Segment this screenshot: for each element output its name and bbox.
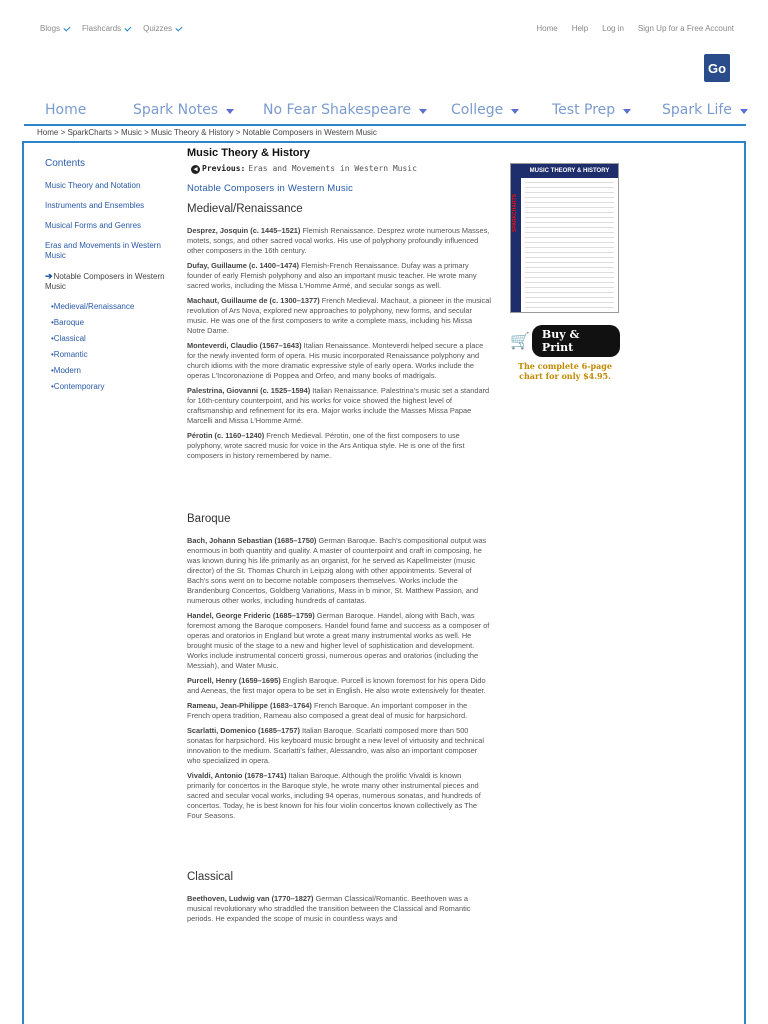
- main-content: [187, 148, 491, 929]
- blogs-link[interactable]: [40, 24, 70, 33]
- nav-sparklife[interactable]: [662, 102, 748, 118]
- sidebar-sub-contemporary[interactable]: •Contemporary: [51, 382, 105, 391]
- buy-print-label: Buy & Print: [532, 325, 620, 357]
- sidebar-sub-baroque[interactable]: •Baroque: [51, 318, 85, 327]
- composer-desc: Flemish Renaissance. Desprez wrote numerous Masses, motets, songs, and other sacred vocal works. His use of polyphony profoundly influenced other composers in the 16th century.: [187, 226, 490, 255]
- cover-spine: [511, 164, 521, 312]
- sidebar-item-eras[interactable]: Eras and Movements in Western Music: [45, 241, 161, 260]
- flashcards-link[interactable]: [82, 24, 131, 33]
- cart-icon: 🛒: [510, 333, 530, 350]
- composer-entry: [187, 611, 491, 671]
- login-link[interactable]: Log in: [602, 24, 624, 33]
- sparkcharts-ad[interactable]: [510, 163, 620, 381]
- composer-name: Pérotin (c. 1160–1240): [187, 431, 265, 440]
- composer-desc: Italian Renaissance. Monteverdi helped secure a place for the newly invented form of opera. His music incorporated Renaissance polyphony and church idioms with the more dramatic expressive style of early opera. Works include the operas L'Incoronazione di Poppea and Orfeo, and many books of madrigals.: [187, 341, 484, 380]
- composer-desc: Italian Renaissance. Palestrina's music set a standard for 16th-century counterpoint, and his works for voice showed the highest level of craftsmanship and refinement for its era. Major works include the Masses Missa Papae Marcelli and Missa L'Homme Armé.: [187, 386, 490, 425]
- previous-prefix: Previous:: [202, 164, 246, 173]
- sidebar-item-composers-label: Notable Composers in Western Music: [45, 272, 165, 291]
- quizzes-link[interactable]: [143, 24, 182, 33]
- breadcrumb[interactable]: [37, 128, 377, 137]
- previous-link[interactable]: [191, 164, 491, 174]
- section-heading: Medieval/Renaissance: [187, 203, 303, 215]
- composer-entry: [187, 701, 491, 721]
- composer-entry: [187, 386, 491, 426]
- nav-divider: [24, 124, 746, 126]
- section-subtitle: Notable Composers in Western Music: [187, 183, 354, 194]
- sidebar-item-forms[interactable]: Musical Forms and Genres: [45, 221, 142, 230]
- nav-sparknotes-label: Spark Notes: [133, 102, 219, 118]
- promo-text: [510, 361, 620, 381]
- search-go-button[interactable]: Go: [704, 54, 730, 82]
- sidebar-sub-modern[interactable]: •Modern: [51, 366, 81, 375]
- composer-entry: [187, 261, 491, 291]
- flashcards-label: Flashcards: [82, 24, 122, 33]
- dropdown-triangle-icon: [511, 109, 519, 114]
- composer-name: Bach, Johann Sebastian (1685–1750): [187, 536, 317, 545]
- nav-home[interactable]: [45, 102, 86, 118]
- utility-bar: [40, 24, 734, 38]
- composer-entry: [187, 536, 491, 606]
- composer-desc: Italian Baroque. Scarlatti composed more than 500 sonatas for harpsichord. His keyboard music brought a new level of virtuosity and technical innovation to the medium. Scarlatti's father, Alessandro, was also an important composer who specialized in opera.: [187, 726, 485, 765]
- nav-testprep-label: Test Prep: [552, 102, 616, 118]
- composer-desc: Italian Baroque. Although the prolific Vivaldi is known primarily for concertos in the Baroque style, he wrote many other instrumental pieces and sacred and secular vocal works, including 94 operas, numerous sonatas, and hundreds of concertos. Today, he is best known for his four violin concertos known collectively as The Four Seasons.: [187, 771, 481, 820]
- chevron-down-icon: [125, 24, 132, 31]
- composer-name: Scarlatti, Domenico (1685–1757): [187, 726, 300, 735]
- composer-name: Rameau, Jean-Philippe (1683–1764): [187, 701, 312, 710]
- previous-label: Eras and Movements in Western Music: [248, 164, 417, 173]
- composer-entry: [187, 431, 491, 461]
- sidebar: [45, 158, 165, 398]
- home-link[interactable]: Home: [536, 24, 558, 33]
- composer-entry: [187, 296, 491, 336]
- composer-entry: [187, 771, 491, 821]
- dropdown-triangle-icon: [740, 109, 748, 114]
- composer-entry: [187, 676, 491, 696]
- arrow-right-icon: ➔: [45, 271, 53, 281]
- sidebar-item-theory[interactable]: Music Theory and Notation: [45, 181, 141, 190]
- composer-name: Beethoven, Ludwig van (1770–1827): [187, 894, 314, 903]
- composer-name: Vivaldi, Antonio (1678–1741): [187, 771, 287, 780]
- sidebar-item-composers[interactable]: [45, 271, 165, 292]
- nav-sparklife-label: Spark Life: [662, 102, 732, 118]
- composer-desc: French Baroque. An important composer in the French opera tradition, Rameau also composed a great deal of music for harpsichord.: [187, 701, 468, 720]
- composer-name: Dufay, Guillaume (c. 1400–1474): [187, 261, 300, 270]
- cover-title: MUSIC THEORY & HISTORY: [521, 164, 618, 178]
- sidebar-title[interactable]: Contents: [45, 158, 86, 169]
- composer-name: Handel, George Frideric (1685–1759): [187, 611, 315, 620]
- composer-desc: English Baroque. Purcell is known foremost for his opera Dido and Aeneas, the first major opera to be set in English. He also wrote extensively for theater.: [187, 676, 486, 695]
- composer-desc: German Baroque. Bach's compositional output was enormous in both quantity and quality. A master of counterpoint and craft in composing, he was known during his life primarily as an organist, for he served as Kapellmeister (music director) of the St. Thomas Church in Leipzig along with other appointments. Several of Bach's sons went on to become notable composers themselves. Works include the Brandenburg Concertos, Goldberg Variations, Mass in b minor, St. Matthew Passion, and numerous other works, including hundreds of cantatas.: [187, 536, 487, 605]
- dropdown-triangle-icon: [623, 109, 631, 114]
- section-heading: Baroque: [187, 513, 231, 525]
- blogs-label: Blogs: [40, 24, 61, 33]
- nav-nofear[interactable]: [263, 102, 427, 118]
- composer-name: Palestrina, Giovanni (c. 1525–1594): [187, 386, 311, 395]
- signup-link[interactable]: Sign Up for a Free Account: [637, 24, 734, 33]
- utility-links-right: [536, 24, 734, 33]
- dropdown-triangle-icon: [226, 109, 234, 114]
- nav-college[interactable]: [451, 102, 519, 118]
- cover-spine-text: SPARKCHARTS: [512, 194, 518, 232]
- utility-links-left: [40, 24, 182, 33]
- cover-content: [525, 182, 614, 308]
- breadcrumb-text[interactable]: Home > SparkCharts > Music > Music Theory & History > Notable Composers in Western Music: [37, 128, 377, 137]
- sidebar-item-instruments[interactable]: Instruments and Ensembles: [45, 201, 145, 210]
- sidebar-sub-romantic[interactable]: •Romantic: [51, 350, 88, 359]
- sidebar-sub-medieval[interactable]: •Medieval/Renaissance: [51, 302, 135, 311]
- nav-testprep[interactable]: [552, 102, 631, 118]
- composer-desc: French Medieval. Machaut, a pioneer in the musical revolution of Ars Nova, explored new approaches to polyphony, new forms, and secular music. He was one of the first composers to write a complete mass, including his Missa Notre Dame.: [187, 296, 491, 335]
- chevron-down-icon: [176, 24, 183, 31]
- dropdown-triangle-icon: [419, 109, 427, 114]
- composer-desc: German Baroque. Handel, along with Bach, was foremost among the Baroque composers. Handel found fame and success as a composer of operas and oratorios in England but wrote a great many instrumental works as well. He brought music of the stage to a new and higher level of sophistication and development. Works include instrumental concerti grossi, numerous operas and oratorios (including the Messiah), and Water Music.: [187, 611, 490, 670]
- page-title: Music Theory & History: [187, 147, 310, 159]
- composer-desc: German Classical/Romantic. Beethoven was a musical revolutionary who straddled the transition between the Classical and Romantic periods. He expanded the scope of music in countless ways and: [187, 894, 471, 923]
- nav-home-label: Home: [45, 102, 87, 118]
- chart-cover-image[interactable]: [510, 163, 619, 313]
- composer-name: Desprez, Josquin (c. 1445–1521): [187, 226, 301, 235]
- quizzes-label: Quizzes: [143, 24, 173, 33]
- composer-name: Machaut, Guillaume de (c. 1300–1377): [187, 296, 320, 305]
- composer-desc: Flemish-French Renaissance. Dufay was a primary founder of early Flemish polyphony and also an important music teacher. He wrote many sacred works, including the Missa L'Homme Armé, and secular songs as well.: [187, 261, 477, 290]
- promo-line-2: chart for only $4.95.: [519, 371, 611, 381]
- composer-entry: [187, 341, 491, 381]
- nav-sparknotes[interactable]: [133, 102, 234, 118]
- chevron-down-icon: [63, 24, 70, 31]
- help-link[interactable]: Help: [571, 24, 589, 33]
- composer-entry: [187, 226, 491, 256]
- sidebar-sub-classical[interactable]: •Classical: [51, 334, 86, 343]
- back-arrow-icon: ◀: [191, 165, 200, 174]
- composer-name: Monteverdi, Claudio (1567–1643): [187, 341, 302, 350]
- composer-entry: [187, 894, 491, 924]
- composer-desc: French Medieval. Pérotin, one of the first composers to use polyphony, wrote sacred music for voice in the Ars Antiqua style. He is one of the first composers in history remembered by name.: [187, 431, 465, 460]
- composer-entry: [187, 726, 491, 766]
- main-nav: [45, 102, 745, 122]
- composer-name: Purcell, Henry (1659–1695): [187, 676, 281, 685]
- nav-college-label: College: [451, 102, 504, 118]
- nav-nofear-label: No Fear Shakespeare: [263, 102, 412, 118]
- section-heading: Classical: [187, 871, 234, 883]
- promo-line-1: The complete 6-page: [518, 361, 612, 371]
- buy-print-button[interactable]: [510, 325, 620, 357]
